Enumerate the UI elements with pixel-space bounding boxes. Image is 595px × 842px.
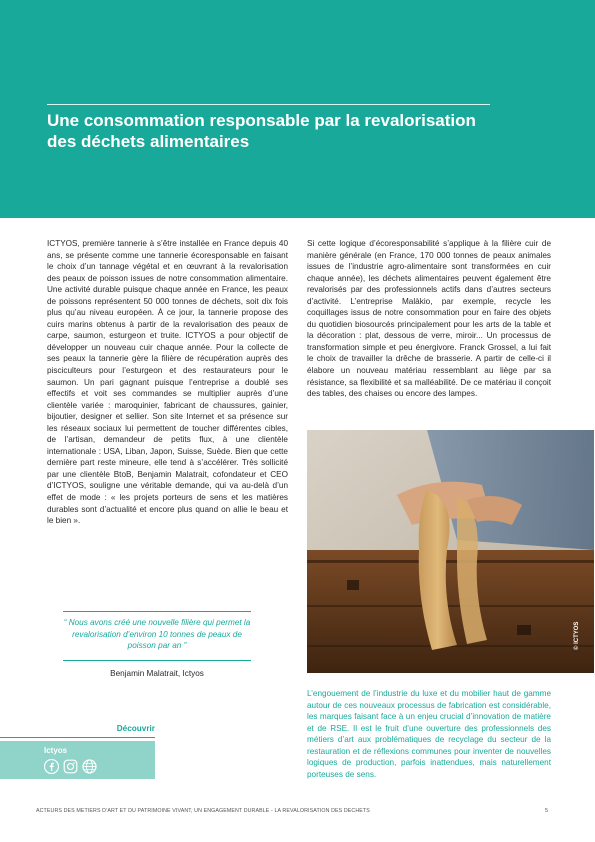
page-footer: ACTEURS DES METIERS D’ART ET DU PATRIMOINE VIVANT, UN ENGAGEMENT DURABLE - LA REVALORISATION DES DECHETS bbox=[36, 808, 370, 814]
quote-rule-top bbox=[63, 611, 251, 612]
photo-credit: © ICTYOS bbox=[574, 621, 580, 650]
page-title: Une consommation responsable par la revalorisation des déchets alimentaires bbox=[47, 111, 476, 151]
social-icons bbox=[44, 759, 97, 774]
left-column bbox=[47, 238, 288, 527]
photo-caption: L’engouement de l’industrie du luxe et du mobilier haut de gamme autour de ces nouveaux processus de fabrication est considérable, les marques faisant face à un enjeu crucial d’innovation de matière et de RSE. Il est le fruit d’une ouverture des professionnels des métiers d’art aux problématiques de recyclage du secteur de la restauration et de réflexions communes pour inventer de nouvelles logiques de production, parfois inattendues, mais naturellement porteuses de sens. bbox=[307, 689, 551, 779]
discover-name: Ictyos bbox=[44, 746, 68, 755]
header-banner bbox=[0, 0, 595, 218]
page-number: 5 bbox=[545, 808, 549, 814]
pull-quote: “ Nous avons créé une nouvelle filière qui permet la revalorisation d’environ 10 tonnes de peaux de poisson par an ” bbox=[63, 618, 251, 650]
quote-author: Benjamin Malatrait, Ictyos bbox=[110, 669, 204, 678]
quote-rule-bottom bbox=[63, 660, 251, 661]
discover-label: Découvrir bbox=[116, 724, 155, 733]
right-column-text: Si cette logique d’écoresponsabilité s’applique à la filière cuir de manière générale (en France, 170 000 tonnes de peaux animales issues de l’industrie agro-alimentaire sont transformées en cuir chaque année), les déchets alimentaires peuvent également être revalorisés par des professionnels actifs dans d’autres secteurs d’activité. L’entreprise Malàkio, par exemple, recycle les coquillages issus de notre consommation pour en faire des objets du quotidien biosourcés principalement pour les arts de la table et la décoration : plat, dessous de verre, miroir... Un processus de transformation simple et peu énergivore. Franck Grossel, a lui fait le choix de travailler la drêche de brasserie. A partir de celle-ci il élabore un nouveau matériau ressemblant au liège par sa résistance, sa flexibilité et sa malléabilité. De ce matériau il conçoit des tables, des chaises ou encore des lampes. bbox=[307, 239, 551, 399]
facebook-icon[interactable] bbox=[44, 759, 59, 774]
globe-icon[interactable] bbox=[82, 759, 97, 774]
header-rule bbox=[47, 104, 490, 105]
right-column bbox=[307, 238, 551, 400]
article-photo bbox=[307, 430, 594, 673]
discover-rule bbox=[0, 737, 155, 738]
left-column-text: ICTYOS, première tannerie à s’être installée en France depuis 40 ans, se présente comme une tannerie écoresponsable en faisant le choix d’un tannage végétal et en œuvrant à la revalorisation des peaux de poisson issues de notre consommation alimentaire. Une activité durable puisque chaque année en France, les peaux de poissons représentent 50 000 tonnes de déchets, soit dix fois plus qu’au niveau européen. À ce jour, la tannerie propose des cuirs marins obtenus à partir de la revalorisation des peaux de carpe, saumon, esturgeon et truite. ICTYOS a pour objectif de développer un nouveau cuir chaque année. Pour la collecte de ses peaux la tannerie gère la filière de récupération auprès des pisciculteurs pour l’esturgeon et des restaurateurs pour le saumon. Un pari gagnant puisque l’entreprise a doublé ses effectifs et voit ses commandes se multiplier auprès d’une clientèle variée : maroquinier, fabricant de chaussures, gainier, bijoutier, designer et sellier. Son site Internet et sa présence sur les réseaux sociaux lui permettent de toucher différentes cibles, de l’artisan, demandeur de petits flux, à une clientèle internationale : USA, Liban, Japon, Suisse, Suède. Bien que cette dernière part reste mineure, elle tend à s’accélérer. Très sollicité par une clientèle BtoB, Benjamin Malatrait, cofondateur et CEO d’ICTYOS, souligne une véritable demande, qui va au-delà d’un effet de mode : « les projets porteurs de sens et les matières durables sont d’actualité et encore plus quand on allie le beau et le bien ». bbox=[47, 239, 288, 526]
photo-illustration bbox=[307, 430, 594, 673]
instagram-icon[interactable] bbox=[63, 759, 78, 774]
discover-box bbox=[0, 741, 155, 779]
